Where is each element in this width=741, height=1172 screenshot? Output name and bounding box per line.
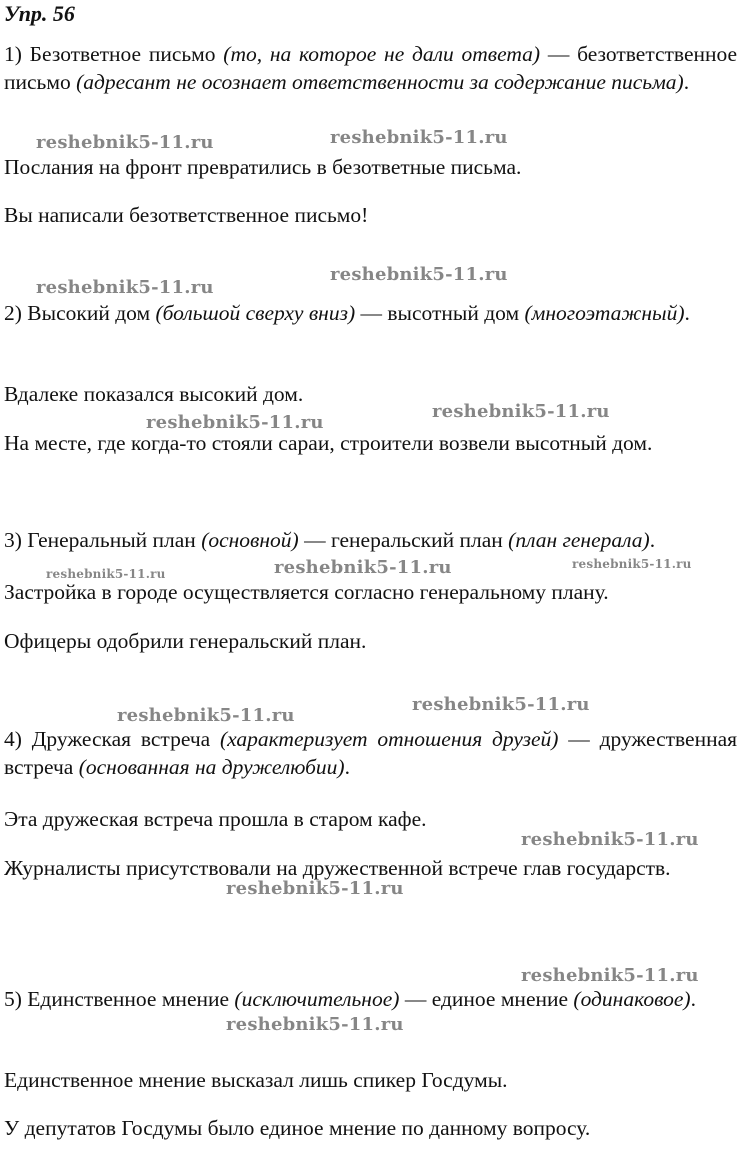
item-5-phrase-2: единое мнение [431,987,569,1011]
item-4-phrase-2: дружественная встреча [4,727,738,779]
item-1-phrase-1: Безответное письмо [29,42,216,66]
item-2-phrase-1: Высокий дом [27,301,151,325]
item-4-note-1: (характеризует отношения друзей) [219,727,559,751]
item-1-definition [4,40,737,96]
item-2-example-1: Вдалеке показался высокий дом. [4,382,304,406]
item-3-phrase-2: генеральский план [330,528,503,552]
item-5-example-2: У депутатов Госдумы было единое мнение по данному вопросу. [4,1116,591,1140]
watermark: reshebnik5-11.ru [274,557,452,578]
watermark: reshebnik5-11.ru [521,829,699,850]
item-1-end: . [683,70,690,94]
item-4-dash: — [568,727,590,751]
item-1-note-1: (то, на которое не дали ответа) [223,42,541,66]
watermark: reshebnik5-11.ru [412,694,590,715]
item-4-end: . [344,755,350,779]
item-5-note-2: (одинаковое) [573,987,691,1011]
item-1-dash: — [547,42,570,66]
watermark: reshebnik5-11.ru [117,705,295,726]
item-2-number: 2) [4,301,22,325]
watermark: reshebnik5-11.ru [46,567,166,581]
item-3-example-2: Офицеры одобрили генеральский план. [4,629,367,653]
item-4-example-2: Журналисты присутствовали на дружественной встрече глав государств. [4,856,671,880]
item-3-end: . [649,528,656,552]
item-3-number: 3) [4,528,22,552]
item-2-note-1: (большой сверху вниз) [155,301,356,325]
watermark: reshebnik5-11.ru [146,412,324,433]
item-2-note-2: (многоэтажный) [524,301,685,325]
item-3-example-1: Застройка в городе осуществляется согласно генеральному плану. [4,580,609,604]
item-3-dash: — [304,528,326,552]
watermark: reshebnik5-11.ru [226,1014,404,1035]
item-1-example-1: Послания на фронт превратились в безответные письма. [4,155,522,179]
item-5-number: 5) [4,987,22,1011]
watermark: reshebnik5-11.ru [432,401,610,422]
item-4-definition [4,725,737,781]
item-2-end: . [684,301,690,325]
watermark: reshebnik5-11.ru [330,127,508,148]
item-4-note-2: (основанная на дружелюбии) [78,755,345,779]
item-3-note-1: (основной) [201,528,299,552]
item-1-phrase-2: безответственное письмо [4,42,738,94]
item-1-number: 1) [4,42,22,66]
watermark: reshebnik5-11.ru [572,557,692,571]
item-3-definition [4,526,737,554]
item-4-example-1: Эта дружеская встреча прошла в старом кафе. [4,807,427,831]
item-5-dash: — [404,987,427,1011]
item-5-note-1: (исключительное) [234,987,400,1011]
watermark: reshebnik5-11.ru [521,965,699,986]
item-5-end: . [690,987,696,1011]
item-4-phrase-1: Дружеская встреча [31,727,211,751]
item-4-number: 4) [4,727,22,751]
item-3-phrase-1: Генеральный план [27,528,196,552]
item-5-phrase-1: Единственное мнение [27,987,230,1011]
watermark: reshebnik5-11.ru [330,264,508,285]
item-5-definition [4,985,737,1013]
watermark: reshebnik5-11.ru [36,132,214,153]
item-3-note-2: (план генерала) [508,528,650,552]
item-1-note-2: (адресант не осознает ответственности за содержание письма) [76,70,684,94]
watermark: reshebnik5-11.ru [226,878,404,899]
item-2-example-2: На месте, где когда-то стояли сараи, строители возвели высотный дом. [4,431,653,455]
item-2-dash: — [360,301,383,325]
item-1-example-2: Вы написали безответственное письмо! [4,203,369,227]
item-2-definition [4,299,737,327]
exercise-title: Упр. 56 [4,1,75,26]
watermark: reshebnik5-11.ru [36,277,214,298]
item-5-example-1: Единственное мнение высказал лишь спикер Госдумы. [4,1068,508,1092]
item-2-phrase-2: высотный дом [387,301,520,325]
